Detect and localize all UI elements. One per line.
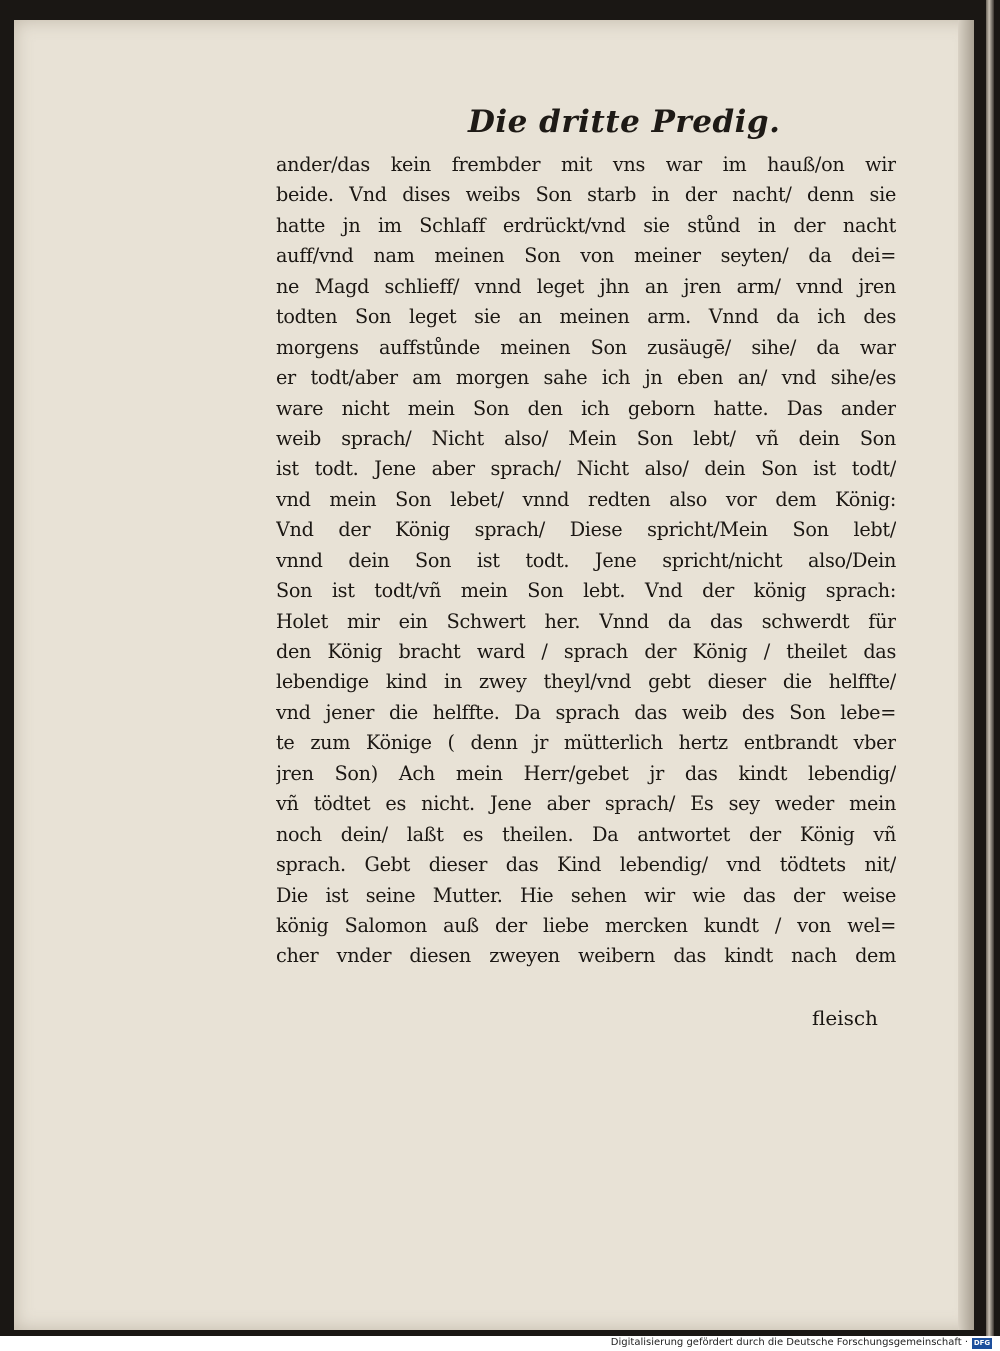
text-line: te zum Könige ( denn jr mütterlich hertz entbrandt vber — [276, 731, 896, 755]
text-line: ware nicht mein Son den ich geborn hatte. Das ander — [276, 396, 896, 420]
text-line: hatte jn im Schlaff erdrückt/vnd sie stůnd in der nacht — [276, 213, 896, 237]
page-edge — [986, 0, 994, 1336]
running-head: Die dritte Predig. — [468, 104, 781, 140]
text-line: lebendige kind in zwey theyl/vnd gebt dieser die helffte/ — [276, 670, 896, 694]
text-line: vnd jener die helffte. Da sprach das weib des Son lebe= — [276, 700, 896, 724]
text-line: vñ tödtet es nicht. Jene aber sprach/ Es sey weder mein — [276, 792, 896, 816]
dfg-logo-icon: DFG — [973, 1339, 991, 1347]
text-line: beide. Vnd dises weibs Son starb in der nacht/ denn sie — [276, 183, 896, 207]
text-line: cher vnder diesen zweyen weibern das kindt nach dem — [276, 944, 896, 968]
body-text — [276, 150, 896, 972]
text-line: ist todt. Jene aber sprach/ Nicht also/ dein Son ist todt/ — [276, 457, 896, 481]
text-line: morgens auffstůnde meinen Son zusäugē/ sihe/ da war — [276, 335, 896, 359]
text-line: ne Magd schlieff/ vnnd leget jhn an jren arm/ vnnd jren — [276, 274, 896, 298]
text-line: auff/vnd nam meinen Son von meiner seyten/ da dei= — [276, 244, 896, 268]
text-line: jren Son) Ach mein Herr/gebet jr das kindt lebendig/ — [276, 761, 896, 785]
text-line: Holet mir ein Schwert her. Vnnd da das schwerdt für — [276, 609, 896, 633]
text-line: vnd mein Son lebet/ vnnd redten also vor dem König: — [276, 487, 896, 511]
text-line: Die ist seine Mutter. Hie sehen wir wie das der weise — [276, 883, 896, 907]
text-line: weib sprach/ Nicht also/ Mein Son lebt/ vñ dein Son — [276, 426, 896, 450]
text-line: noch dein/ laßt es theilen. Da antwortet der König vñ — [276, 822, 896, 846]
text-line: könig Salomon auß der liebe mercken kundt / von wel= — [276, 913, 896, 937]
text-line: ander/das kein frembder mit vns war im hauß/on wir — [276, 153, 896, 176]
text-line: Vnd der König sprach/ Diese spricht/Mein Son lebt/ — [276, 518, 896, 542]
text-line: Son ist todt/vñ mein Son lebt. Vnd der könig sprach: — [276, 579, 896, 603]
text-line: den König bracht ward / sprach der König / theilet das — [276, 640, 896, 663]
text-line: todten Son leget sie an meinen arm. Vnnd da ich des — [276, 305, 896, 329]
text-line: sprach. Gebt dieser das Kind lebendig/ vnd tödtets nit/ — [276, 853, 896, 877]
catchword: fleisch — [812, 1006, 878, 1030]
funding-credit: Digitalisierung gefördert durch die Deutsche Forschungsgemeinschaft · — [610, 1337, 968, 1348]
text-line: vnnd dein Son ist todt. Jene spricht/nicht also/Dein — [276, 548, 896, 572]
text-line: er todt/aber am morgen sahe ich jn eben an/ vnd sihe/es — [276, 366, 896, 390]
